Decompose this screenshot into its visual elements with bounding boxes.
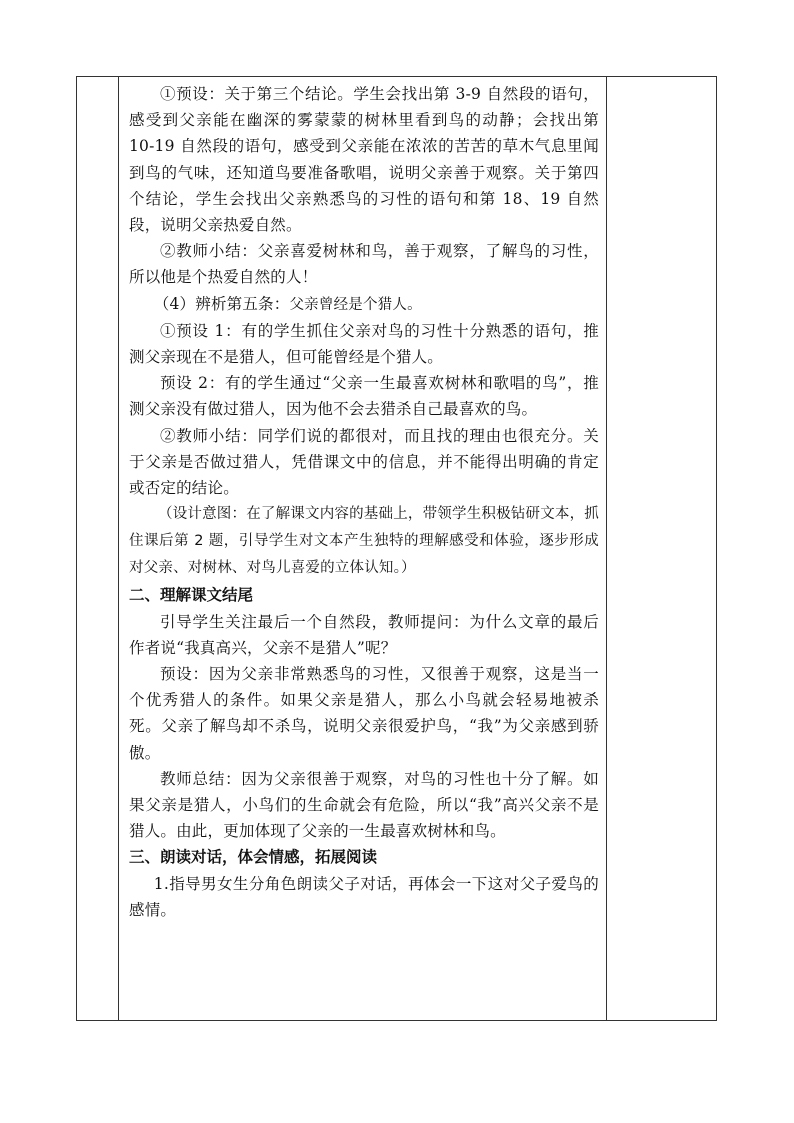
analyze-item-five-statement: 父亲曾经是个猎人。	[289, 296, 422, 313]
paragraph-teacher-summary-1: ②教师小结：父亲喜爱树林和鸟，善于观察，了解鸟的习性，所以他是个热爱自然的人！	[129, 242, 599, 287]
analyze-item-five-label: （4）辨析第五条：	[153, 294, 290, 313]
section-heading-3: 三、朗读对话，体会情感，拓展阅读	[129, 848, 378, 867]
section-heading-2: 二、理解课文结尾	[129, 586, 254, 605]
paragraph-guide-question: 引导学生关注最后一个自然段，教师提问：为什么文章的最后作者说“我真高兴，父亲不是猎人”呢？	[129, 612, 599, 657]
right-column-cell	[606, 77, 716, 1020]
paragraph-reading-instruction: 1.指导男女生分角色朗读父子对话，再体会一下这对父子爱鸟的感情。	[129, 874, 599, 920]
paragraph-preset-conclusion-three: ①预设：关于第三个结论。学生会找出第 3-9 自然段的语句，感受到父亲能在幽深的雾蒙蒙的树林里看到鸟的动静；会找出第 10-19 自然段的语句，感受到父亲能在浓浓的苦苦的草木气息里闻到鸟的气味，还知道鸟要准备歌唱，说明父亲善于观察。关于第四个结论，学生会找出父亲熟悉鸟的习性的语句和第 18、19 自然段，说明父亲热爱自然。	[129, 85, 599, 235]
paragraph-preset-2: 预设 2：有的学生通过“父亲一生最喜欢树林和歌唱的鸟”，推测父亲没有做过猎人，因为他不会去猎杀自己最喜欢的鸟。	[129, 374, 599, 419]
lesson-table	[76, 76, 717, 1021]
lesson-content-cell	[120, 77, 606, 1020]
left-column-cell	[77, 77, 119, 1020]
paragraph-preset-1: ①预设 1：有的学生抓住父亲对鸟的习性十分熟悉的语句，推测父亲现在不是猎人，但可能曾经是个猎人。	[129, 321, 599, 367]
paragraph-teacher-conclusion: 教师总结：因为父亲很善于观察，对鸟的习性也十分了解。如果父亲是猎人，小鸟们的生命就会有危险，所以“我”高兴父亲不是猎人。由此，更加体现了父亲的一生最喜欢树林和鸟。	[129, 769, 599, 841]
paragraph-preset-ending: 预设：因为父亲非常熟悉鸟的习性，又很善于观察，这是当一个优秀猎人的条件。如果父亲是猎人，那么小鸟就会轻易地被杀死。父亲了解鸟却不杀鸟，说明父亲很爱护鸟，“我”为父亲感到骄傲。	[129, 665, 599, 762]
paragraph-teacher-summary-2: ②教师小结：同学们说的都很对，而且找的理由也很充分。关于父亲是否做过猎人，凭借课文中的信息，并不能得出明确的肯定或否定的结论。	[129, 426, 599, 498]
paragraph-analyze-item-five	[129, 291, 599, 318]
paragraph-design-intent: （设计意图：在了解课文内容的基础上，带领学生积极钻研文本，抓住课后第 2 题，引导学生对文本产生独特的理解感受和体验，逐步形成对父亲、对树林、对鸟儿喜爱的立体认知。）	[129, 506, 599, 577]
